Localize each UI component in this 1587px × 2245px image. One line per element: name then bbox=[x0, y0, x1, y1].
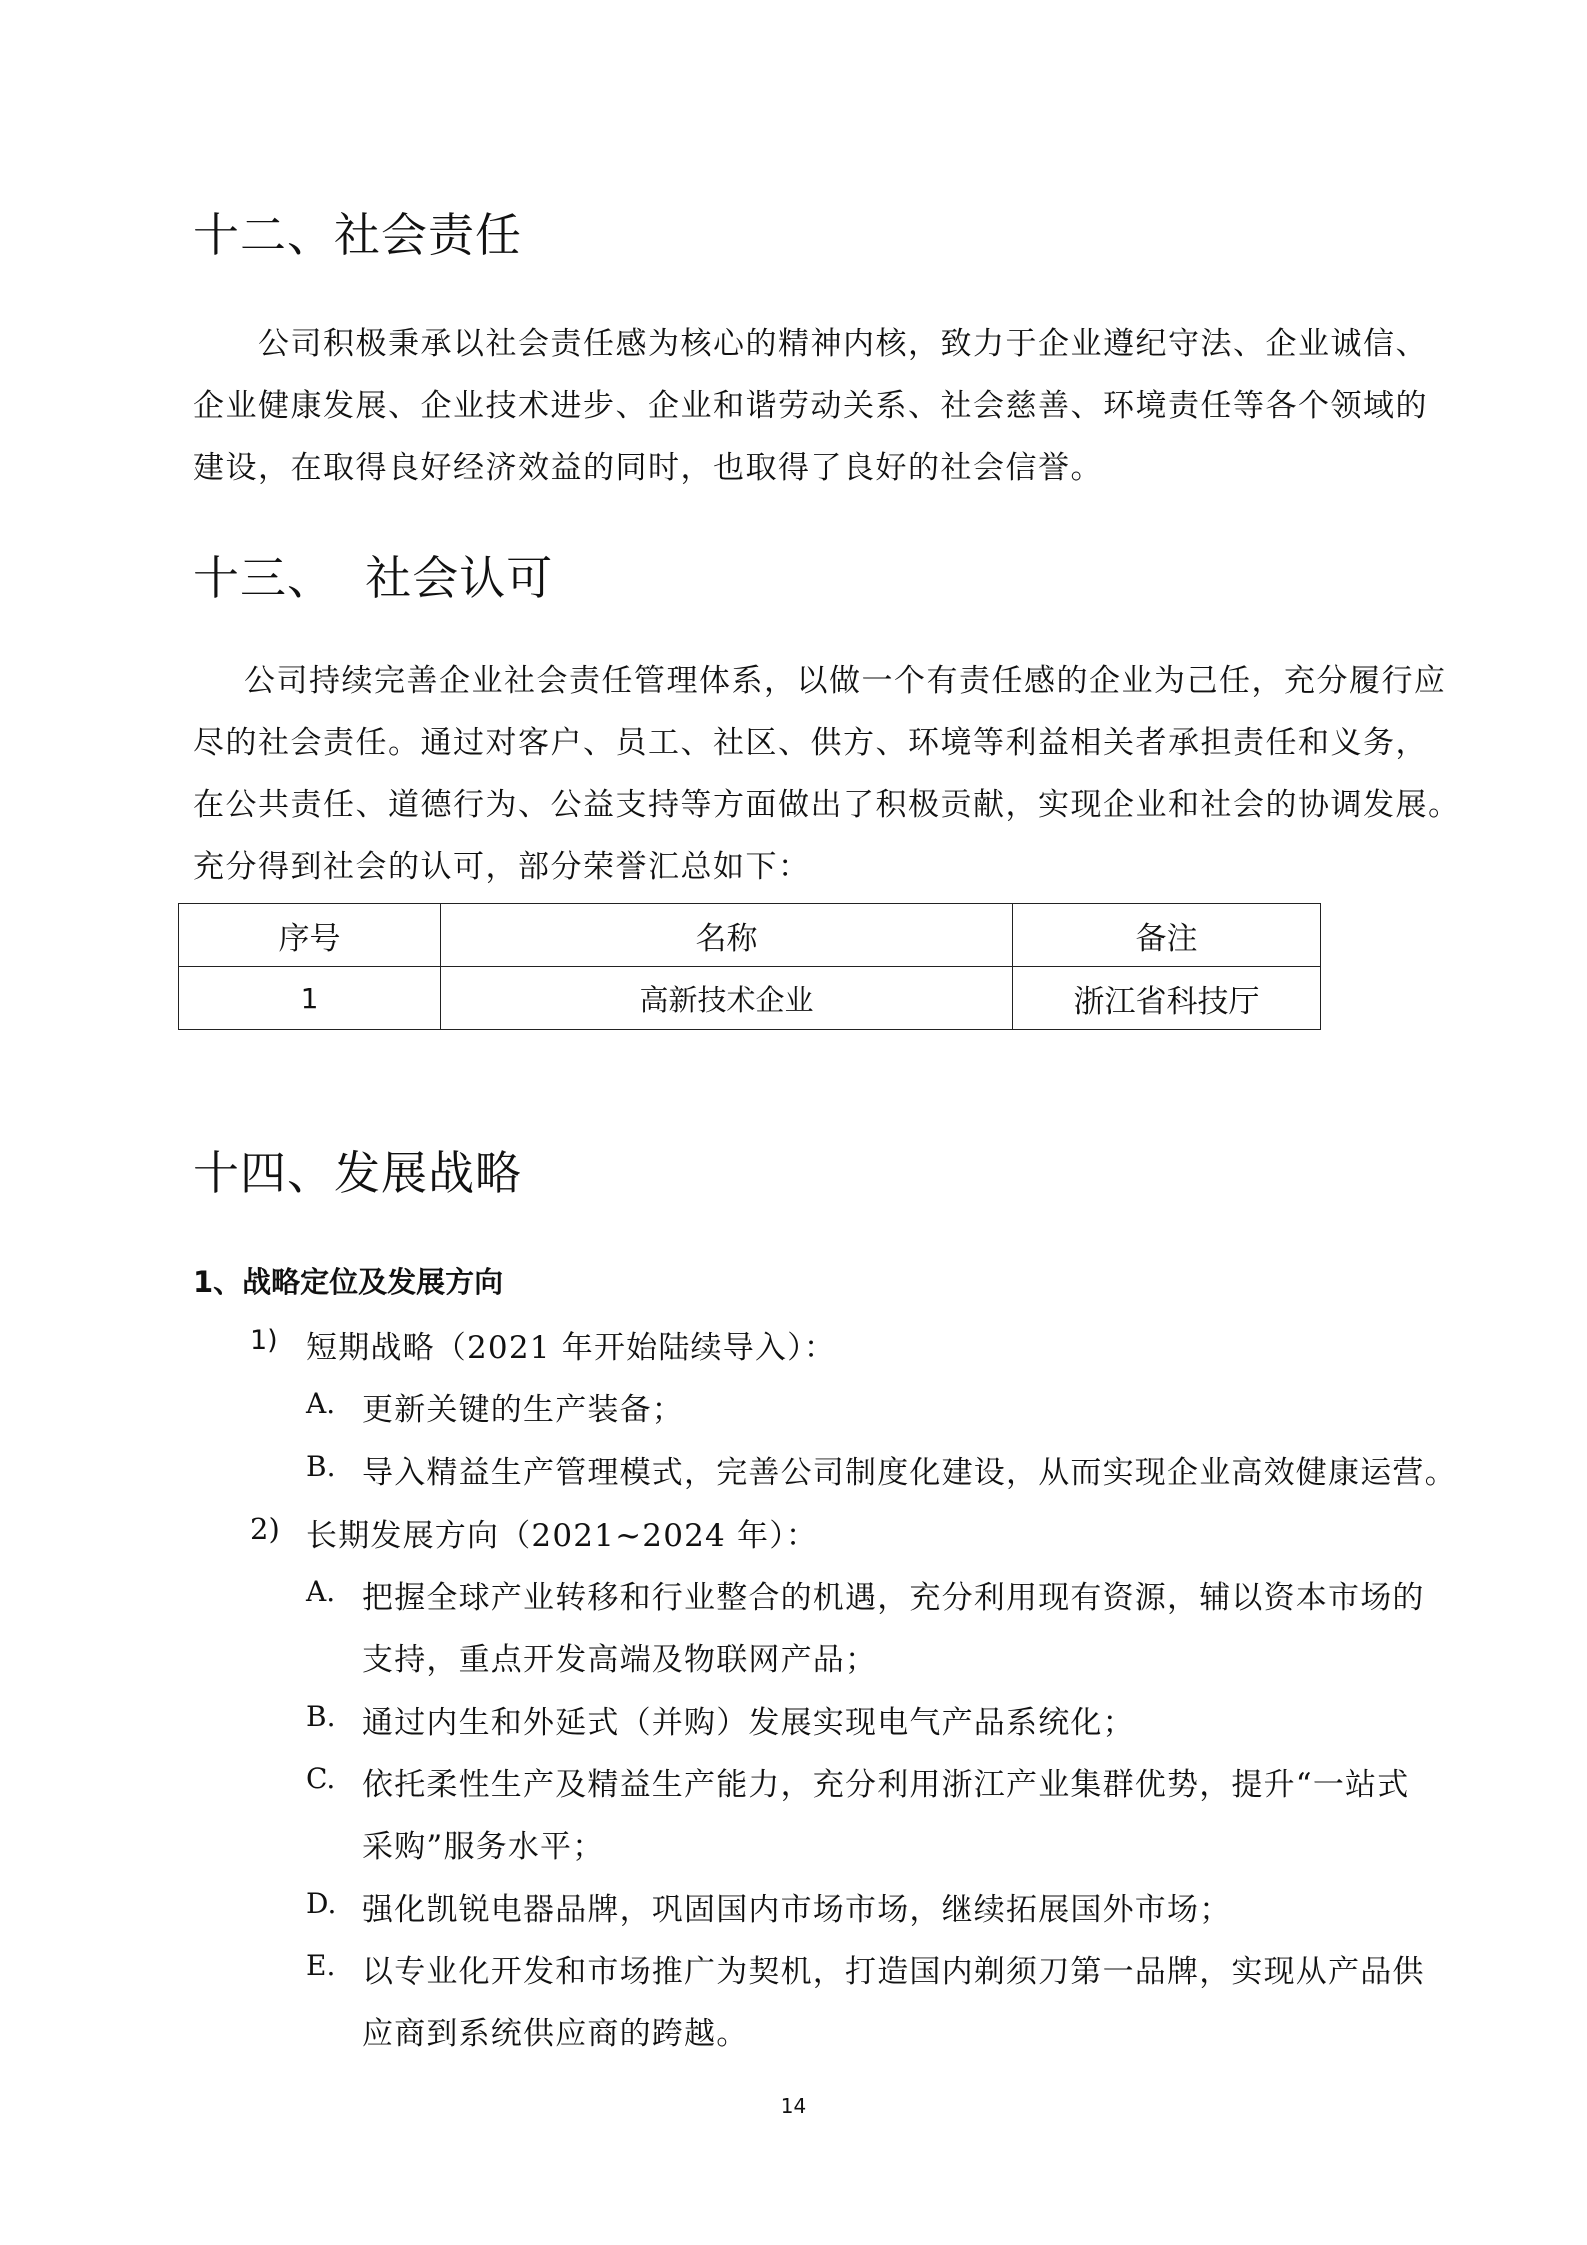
list-item-text: 支持，重点开发高端及物联网产品； bbox=[362, 1642, 878, 1678]
list-number: 1) bbox=[250, 1325, 278, 1356]
list-letter: C. bbox=[306, 1762, 336, 1795]
table-cell: 浙江省科技厅 bbox=[1013, 967, 1321, 1030]
list-letter: A. bbox=[306, 1387, 336, 1420]
list-number: 2) bbox=[250, 1512, 280, 1546]
section-heading-12: 十二、社会责任 bbox=[193, 208, 522, 262]
list-item-text: 通过内生和外延式（并购）发展实现电气产品系统化； bbox=[362, 1705, 1135, 1741]
table-row bbox=[179, 967, 1321, 1030]
page-number: 14 bbox=[780, 2094, 807, 2118]
subsection-heading: 1、战略定位及发展方向 bbox=[193, 1265, 504, 1299]
paragraph-line: 建设，在取得良好经济效益的同时，也取得了良好的社会信誉。 bbox=[193, 450, 1103, 486]
list-letter: E. bbox=[306, 1949, 336, 1982]
list-letter: D. bbox=[306, 1887, 337, 1920]
table-cell: 1 bbox=[179, 967, 441, 1030]
list-item-text: 短期战略（2021 年开始陆续导入）： bbox=[306, 1330, 837, 1366]
list-item-text: 依托柔性生产及精益生产能力，充分利用浙江产业集群优势，提升“一站式 bbox=[362, 1767, 1410, 1803]
list-item-text: 采购”服务水平； bbox=[362, 1829, 605, 1865]
paragraph-line: 企业健康发展、企业技术进步、企业和谐劳动关系、社会慈善、环境责任等各个领域的 bbox=[193, 388, 1428, 424]
section-heading-13: 十三、 社会认可 bbox=[193, 551, 554, 605]
list-item-text: 强化凯锐电器品牌，巩固国内市场市场，继续拓展国外市场； bbox=[362, 1892, 1232, 1928]
table-header-row bbox=[179, 904, 1321, 967]
paragraph-line: 公司持续完善企业社会责任管理体系，以做一个有责任感的企业为己任，充分履行应 bbox=[244, 663, 1447, 699]
paragraph-line: 尽的社会责任。通过对客户、员工、社区、供方、环境等利益相关者承担责任和义务， bbox=[193, 725, 1428, 761]
honors-table bbox=[178, 903, 1321, 1030]
paragraph-line: 充分得到社会的认可，部分荣誉汇总如下： bbox=[193, 849, 811, 885]
list-item-text: 更新关键的生产装备； bbox=[362, 1392, 684, 1428]
paragraph-line: 在公共责任、道德行为、公益支持等方面做出了积极贡献，实现企业和社会的协调发展。 bbox=[193, 787, 1461, 823]
list-letter: A. bbox=[306, 1575, 336, 1608]
list-letter: B. bbox=[306, 1450, 336, 1483]
table-header-cell: 序号 bbox=[179, 904, 441, 967]
list-item-text: 应商到系统供应商的跨越。 bbox=[362, 2016, 749, 2052]
list-item-text: 长期发展方向（2021~2024 年）： bbox=[306, 1518, 819, 1554]
table-header-cell: 名称 bbox=[441, 904, 1013, 967]
table-cell: 高新技术企业 bbox=[441, 967, 1013, 1030]
table-header-cell: 备注 bbox=[1013, 904, 1321, 967]
list-item-text: 以专业化开发和市场推广为契机，打造国内剃须刀第一品牌，实现从产品供 bbox=[362, 1954, 1425, 1990]
section-heading-14: 十四、发展战略 bbox=[193, 1146, 522, 1200]
paragraph-line: 公司积极秉承以社会责任感为核心的精神内核，致力于企业遵纪守法、企业诚信、 bbox=[258, 326, 1428, 362]
list-item-text: 把握全球产业转移和行业整合的机遇，充分利用现有资源，辅以资本市场的 bbox=[362, 1580, 1425, 1616]
list-letter: B. bbox=[306, 1700, 336, 1733]
list-item-text: 导入精益生产管理模式，完善公司制度化建设，从而实现企业高效健康运营。 bbox=[362, 1455, 1457, 1491]
